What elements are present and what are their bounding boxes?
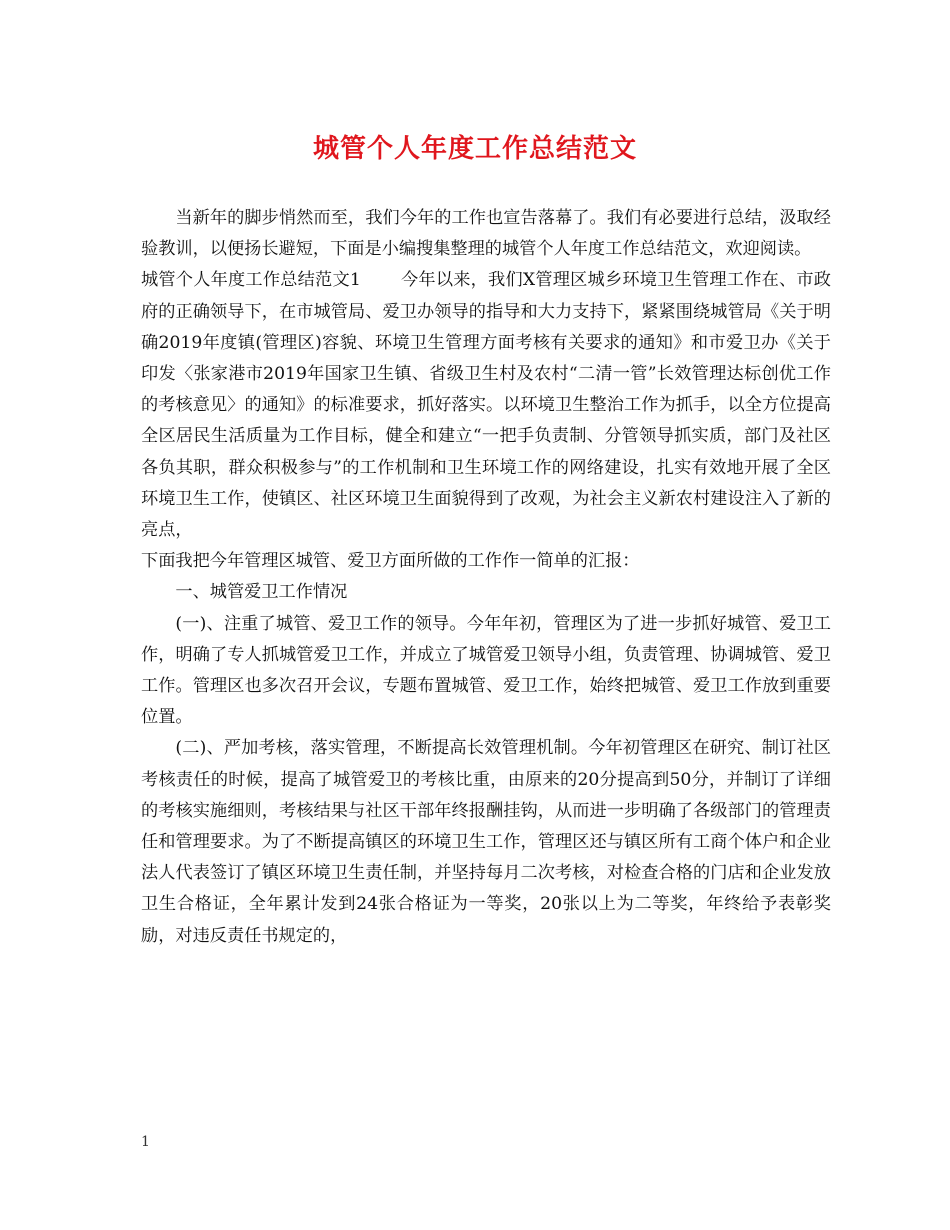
report-intro-paragraph: 下面我把今年管理区城管、爱卫方面所做的工作作一简单的汇报： <box>141 551 640 572</box>
summary-opening-text: 今年以来，我们X管理区城乡环境卫生管理工作在、市政府的正确领导下，在市城管局、爱卫办领导的指导和大力支持下，紧紧围绕城管局《关于明确2019年度镇(管理区)容貌、环境卫生管理方面考核有关要求的通知》和市爱卫办《关于印发〈张家港市2019年国家卫生镇、省级卫生村及农村“二清一管”长效管理达标创优工作的考核意见〉的通知》的标准要求，抓好落实。以环境卫生整治工作为抓手，以全方位提高全区居民生活质量为工作目标，健全和建立“一把手负责制、分管领导抓实质，部门及社区各负其职，群众积极参与”的工作机制和卫生环境工作的网络建设，扎实有效地开展了全区环境卫生工作，使镇区、社区环境卫生面貌得到了改观，为社会主义新农村建设注入了新的亮点， <box>141 270 831 541</box>
leadership-paragraph: (一)、注重了城管、爱卫工作的领导。今年年初，管理区为了进一步抓好城管、爱卫工作，明确了专人抓城管爱卫工作，并成立了城管爱卫领导小组，负责管理、协调城管、爱卫工作。管理区也多次召开会议，专题布置城管、爱卫工作，始终把城管、爱卫工作放到重要位置。 <box>141 613 831 728</box>
intro-paragraph: 当新年的脚步悄然而至，我们今年的工作也宣告落幕了。我们有必要进行总结，汲取经验教训，以便扬长避短，下面是小编搜集整理的城管个人年度工作总结范文，欢迎阅读。 <box>141 208 831 260</box>
section-heading: 一、城管爱卫工作情况 <box>175 582 348 603</box>
document-title: 城管个人年度工作总结范文 <box>312 134 637 164</box>
summary-heading: 城管个人年度工作总结范文1 <box>141 270 361 291</box>
page-number: 1 <box>141 1134 150 1150</box>
summary-heading-paragraph <box>141 265 831 546</box>
document-body <box>141 203 831 952</box>
assessment-paragraph: (二)、严加考核，落实管理，不断提高长效管理机制。今年初管理区在研究、制订社区考核责任的时候，提高了城管爱卫的考核比重，由原来的20分提高到50分，并制订了详细的考核实施细则，考核结果与社区干部年终报酬挂钩，从而进一步明确了各级部门的管理责任和管理要求。为了不断提高镇区的环境卫生工作，管理区还与镇区所有工商个体户和企业法人代表签订了镇区环境卫生责任制，并坚持每月二次考核，对检查合格的门店和企业发放卫生合格证，全年累计发到24张合格证为一等奖，20张以上为二等奖，年终给予表彰奖励，对违反责任书规定的， <box>141 738 831 946</box>
